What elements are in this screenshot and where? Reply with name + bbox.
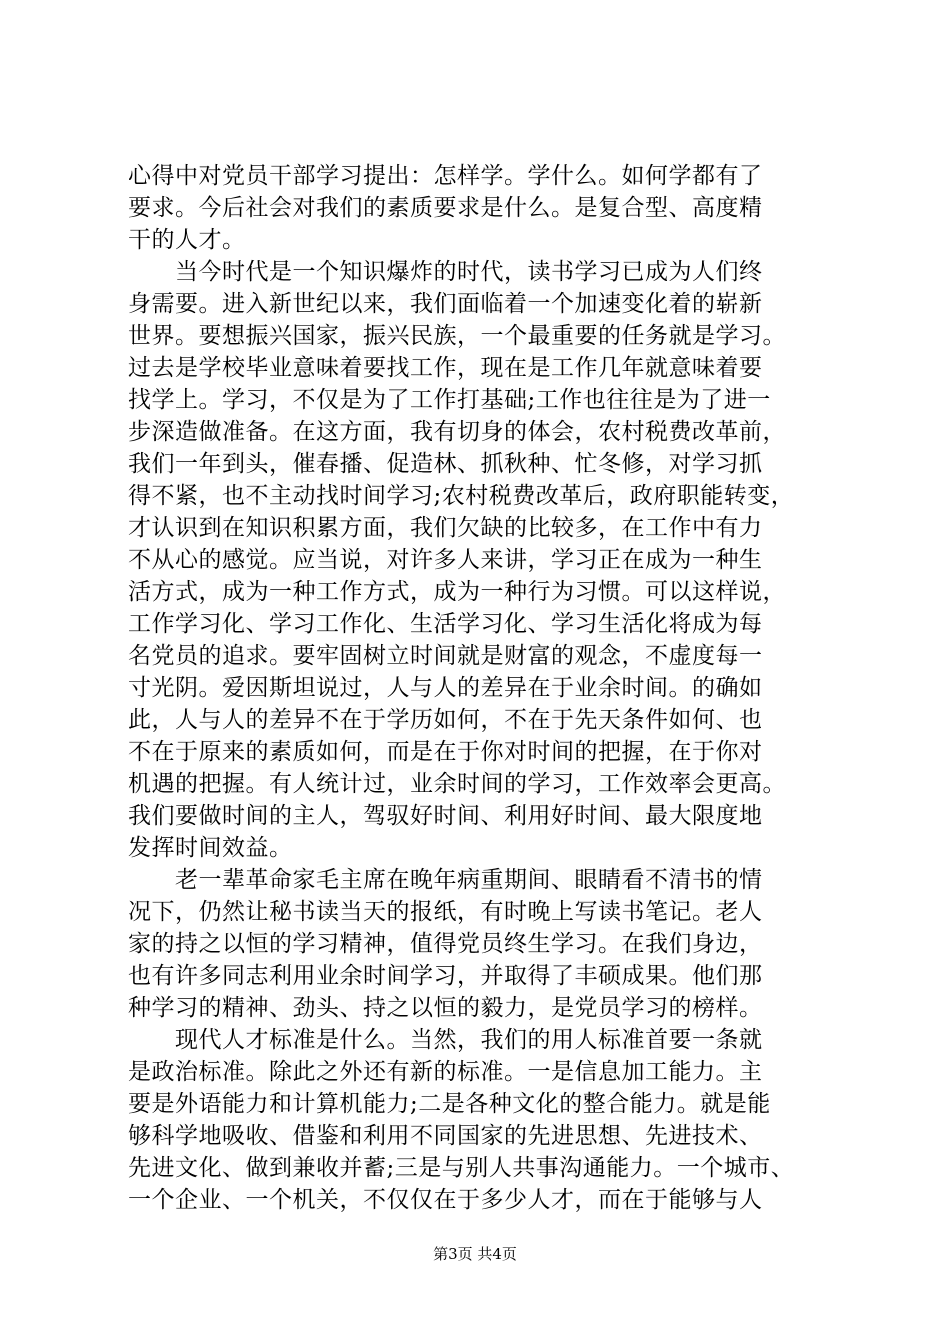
body-text: [128, 160, 828, 1216]
text-line: 此，人与人的差异不在于学历如何，不在于先天条件如何、也: [128, 707, 763, 733]
text-line: 是政治标准。除此之外还有新的标准。一是信息加工能力。主: [128, 1059, 763, 1085]
text-line: 一个企业、一个机关，不仅仅在于多少人才，而在于能够与人: [128, 1187, 763, 1213]
text-line: 我们一年到头，催春播、促造林、抓秋种、忙冬修，对学习抓: [128, 451, 763, 477]
text-line: 当今时代是一个知识爆炸的时代，读书学习已成为人们终: [128, 259, 763, 285]
text-line: 先进文化、做到兼收并蓄;三是与别人共事沟通能力。一个城市、: [128, 1155, 795, 1181]
text-line: 才认识到在知识积累方面，我们欠缺的比较多，在工作中有力: [128, 515, 763, 541]
page-footer: 第3页 共4页: [433, 1245, 517, 1263]
text-line: 不在于原来的素质如何，而是在于你对时间的把握，在于你对: [128, 739, 763, 765]
text-line: 发挥时间效益。: [128, 835, 293, 861]
text-line: 寸光阴。爱因斯坦说过，人与人的差异在于业余时间。的确如: [128, 675, 763, 701]
text-line: 世界。要想振兴国家，振兴民族，一个最重要的任务就是学习。: [128, 323, 786, 349]
text-line: 找学上。学习，不仅是为了工作打基础;工作也往往是为了进一: [128, 387, 771, 413]
text-line: 种学习的精神、劲头、持之以恒的毅力，是党员学习的榜样。: [128, 995, 763, 1021]
text-line: 不从心的感觉。应当说，对许多人来讲，学习正在成为一种生: [128, 547, 763, 573]
text-line: 老一辈革命家毛主席在晚年病重期间、眼睛看不清书的情: [128, 867, 763, 893]
text-line: 要是外语能力和计算机能力;二是各种文化的整合能力。就是能: [128, 1091, 771, 1117]
text-line: 心得中对党员干部学习提出：怎样学。学什么。如何学都有了: [128, 163, 763, 189]
text-line: 我们要做时间的主人，驾驭好时间、利用好时间、最大限度地: [128, 803, 763, 829]
text-line: 身需要。进入新世纪以来，我们面临着一个加速变化着的崭新: [128, 291, 763, 317]
text-line: 要求。今后社会对我们的素质要求是什么。是复合型、高度精: [128, 195, 763, 221]
text-line: 家的持之以恒的学习精神，值得党员终生学习。在我们身边，: [128, 931, 763, 957]
text-line: 机遇的把握。有人统计过，业余时间的学习，工作效率会更高。: [128, 771, 786, 797]
text-line: 也有许多同志利用业余时间学习，并取得了丰硕成果。他们那: [128, 963, 763, 989]
text-line: 名党员的追求。要牢固树立时间就是财富的观念，不虚度每一: [128, 643, 763, 669]
text-line: 干的人才。: [128, 227, 246, 253]
text-line: 活方式，成为一种工作方式，成为一种行为习惯。可以这样说，: [128, 579, 786, 605]
text-line: 现代人才标准是什么。当然，我们的用人标准首要一条就: [128, 1027, 763, 1053]
text-line: 况下，仍然让秘书读当天的报纸，有时晚上写读书笔记。老人: [128, 899, 763, 925]
text-line: 步深造做准备。在这方面，我有切身的体会，农村税费改革前，: [128, 419, 786, 445]
text-line: 工作学习化、学习工作化、生活学习化、学习生活化将成为每: [128, 611, 763, 637]
text-line: 得不紧，也不主动找时间学习;农村税费改革后，政府职能转变，: [128, 483, 795, 509]
text-line: 过去是学校毕业意味着要找工作，现在是工作几年就意味着要: [128, 355, 763, 381]
text-line: 够科学地吸收、借鉴和利用不同国家的先进思想、先进技术、: [128, 1123, 763, 1149]
